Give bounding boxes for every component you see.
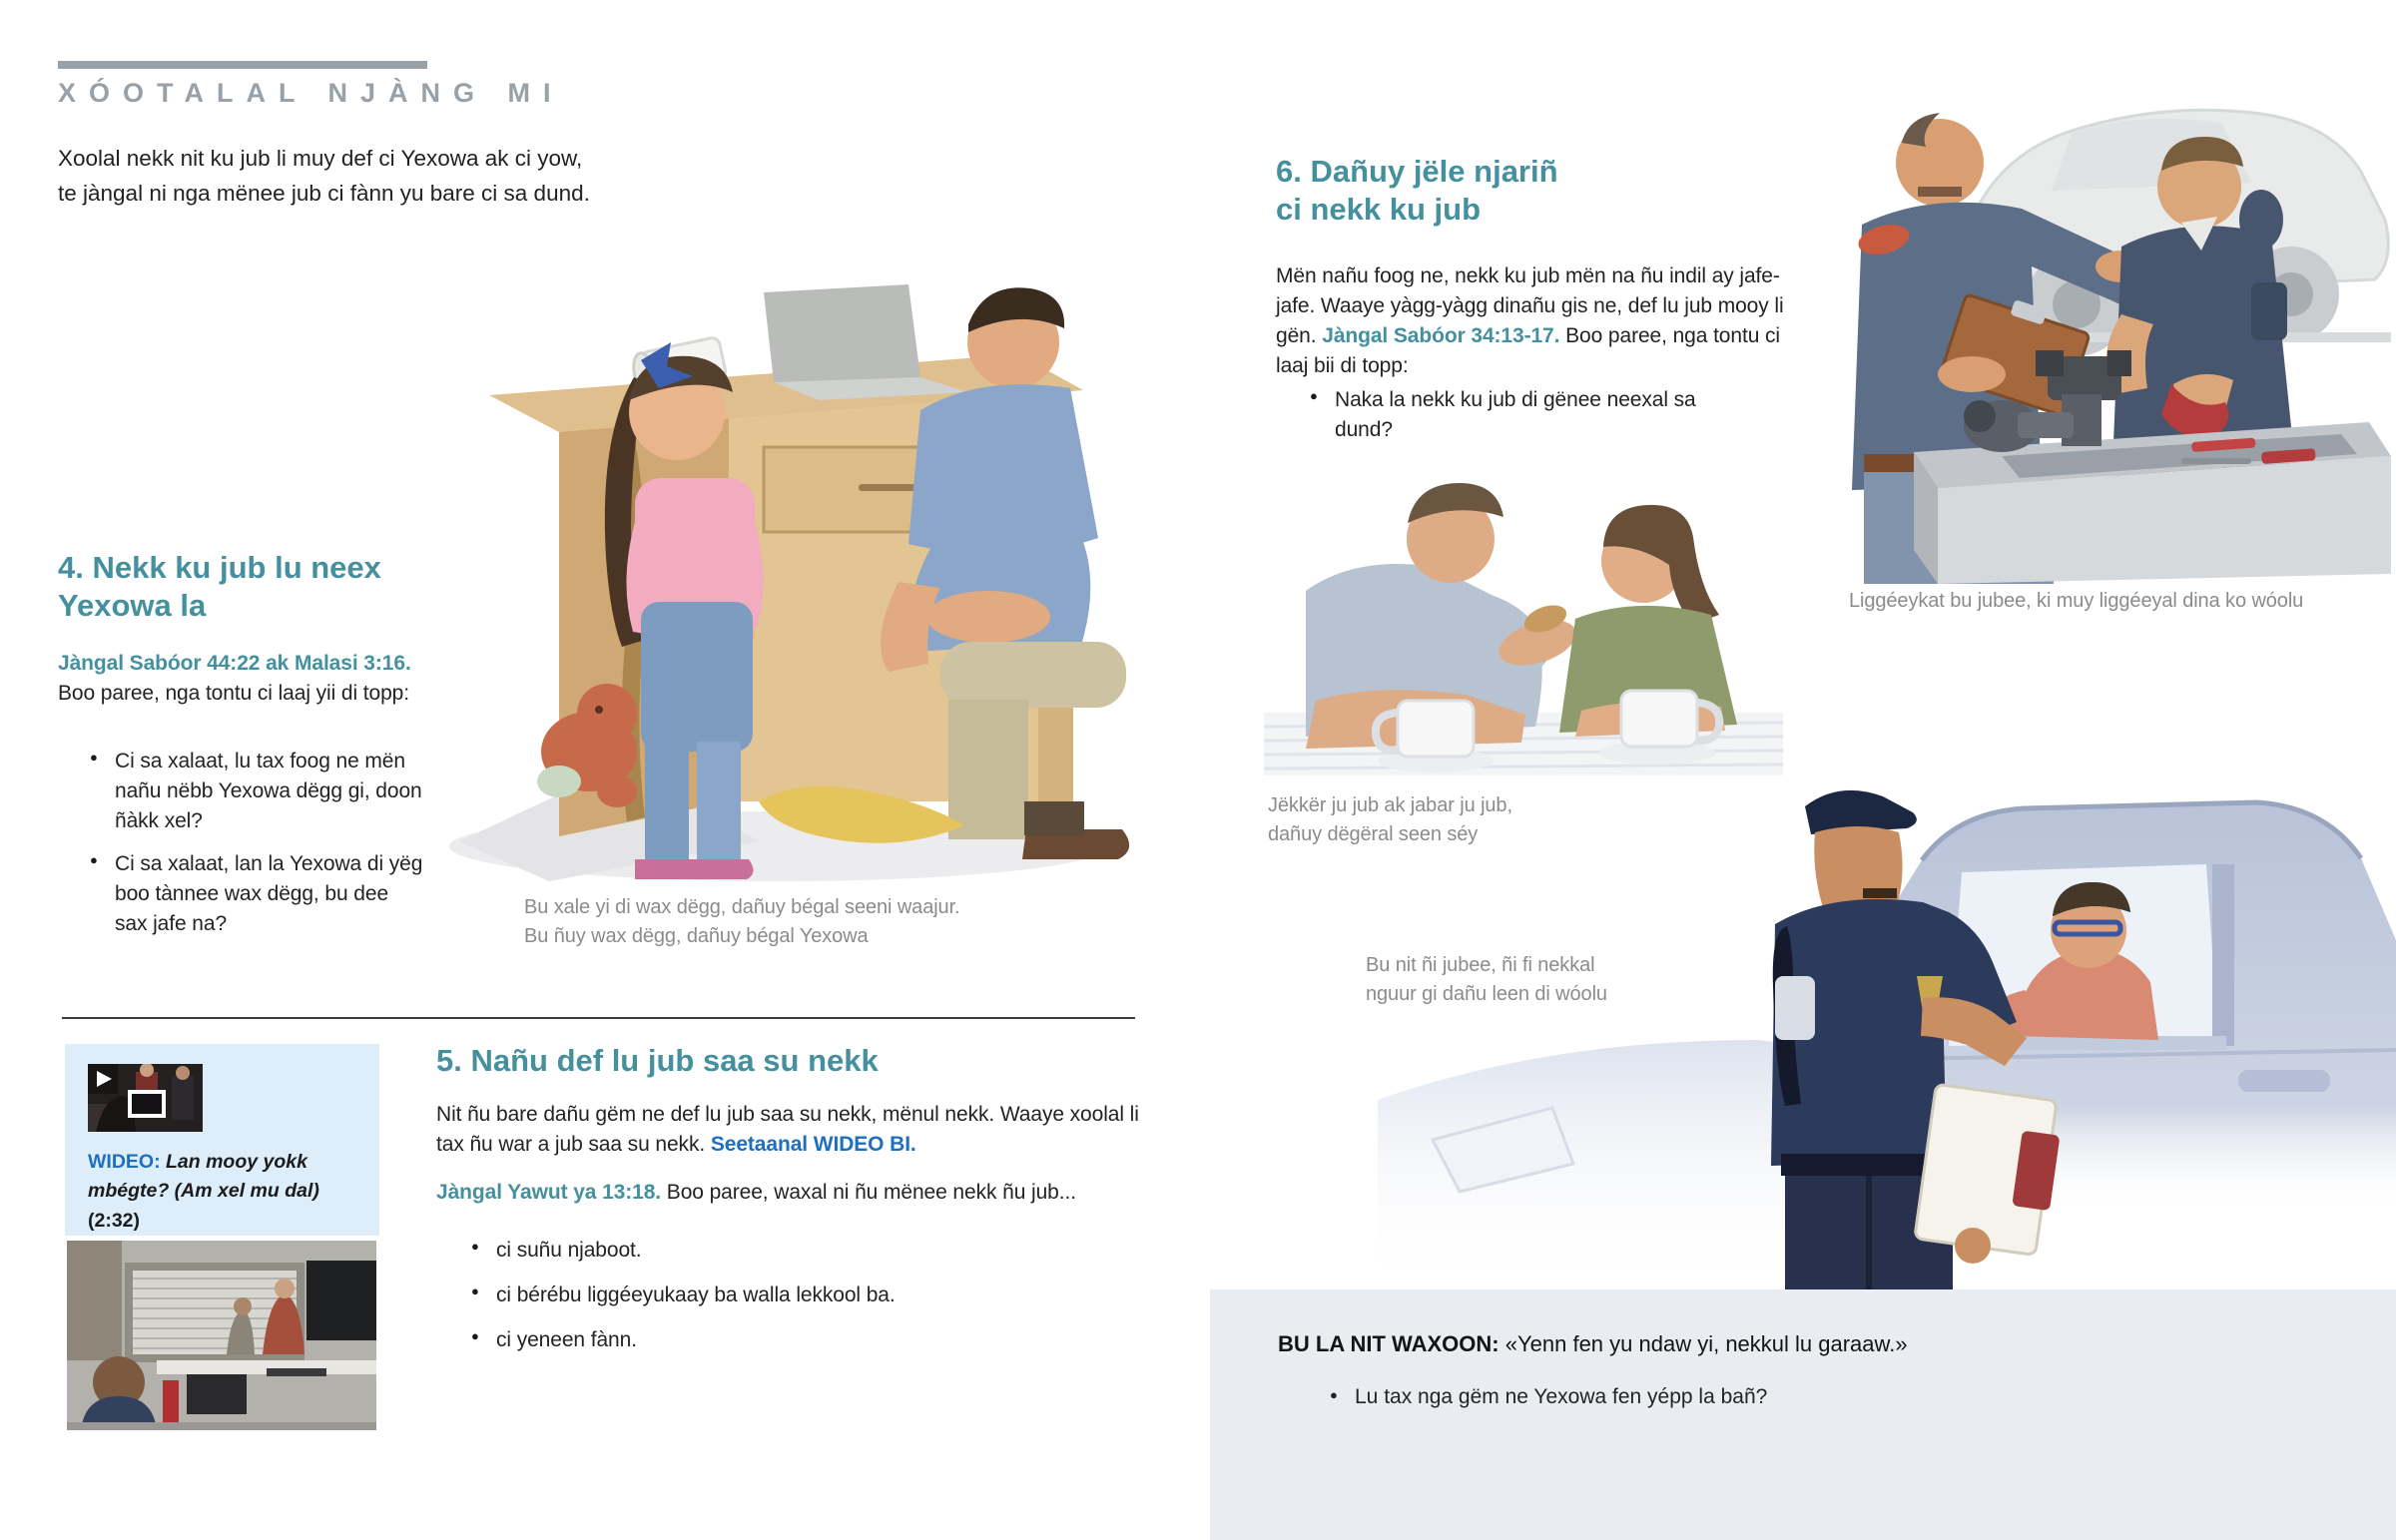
section4-bullets: [88, 747, 423, 952]
section5-bullets: [469, 1236, 1128, 1368]
video-thumbnail[interactable]: [88, 1064, 203, 1132]
video-link[interactable]: Seetaanal WIDEO BI.: [710, 1133, 916, 1157]
couple-illustration: [1246, 461, 1797, 775]
bullet-item: ● Ci sa xalaat, lu tax foog ne mën nañu nëbb Yexowa dëgg gi, doon ñàkk xel?: [88, 747, 423, 836]
mustache: [1918, 187, 1962, 197]
office-couch: [306, 1261, 376, 1340]
kicker-bar: [58, 61, 427, 69]
desk-monitor: [187, 1374, 247, 1414]
intro-line: te jàngal ni nga mënee jub ci fànn yu bare ci sa dund.: [58, 180, 590, 206]
section6-para: Mën nañu foog ne, nekk ku jub mën na ñu indil ay jafe-jafe. Waaye yàgg-yàgg dinañu gis ne, def lu jub mooy li gën. Jàngal Sabóor 34:13-17. Boo paree, nga tontu ci laaj bii di topp:: [1276, 264, 1784, 378]
b-pillar: [2212, 864, 2234, 1046]
quote-heading: [1278, 1331, 1908, 1357]
police-stop-illustration: [1378, 741, 2396, 1291]
section4-lead-text: Boo paree, nga tontu ci laaj yii di topp:: [58, 682, 409, 706]
office-photo: [67, 1241, 376, 1430]
quote-label: BU LA NIT WAXOON:: [1278, 1331, 1499, 1356]
officer-mustache: [1863, 888, 1897, 898]
bullet-item: ● Naka la nekk ku jub di gënee neexal sa dund?: [1308, 385, 1727, 445]
intro-line: Xoolal nekk nit ku jub li muy def ci Yexowa ak ci yow,: [58, 146, 583, 171]
section6-bullets: [1308, 385, 1727, 458]
what-someone-said-box: [1210, 1289, 2396, 1540]
laptop: [764, 284, 968, 400]
quote-text: «Yenn fen yu ndaw yi, nekkul lu garaaw.»: [1504, 1331, 1908, 1356]
desk-caption: Bu xale yi di wax dëgg, dañuy bégal seeni waajur. Bu ñuy wax dëgg, dañuy bégal Yexowa: [524, 896, 960, 947]
scripture-link[interactable]: Jàngal Yawut ya 13:18.: [436, 1181, 662, 1204]
father-daughter-spill-illustration: [429, 282, 1138, 891]
wrench: [2181, 458, 2251, 464]
couple-caption: Jëkkër ju jub ak jabar ju jub, dañuy dëgëral seen séy: [1268, 794, 1512, 845]
person-dark-jacket: [172, 1076, 194, 1120]
plush-toy: [537, 684, 637, 807]
sleeve-patch: [1775, 976, 1815, 1040]
video-box: [65, 1044, 379, 1236]
officer-hand: [1955, 1228, 1991, 1264]
section5-para1: Nit ñu bare dañu gëm ne def lu jub saa su nekk, mënul nekk. Waaye xoolal li tax ñu war a jub saa su nekk. Seetaanal WIDEO BI.: [436, 1103, 1139, 1157]
bullet-item: ● ci suñu njaboot.: [469, 1236, 1128, 1266]
citation-book: [1915, 1084, 2065, 1257]
police-caption: Bu nit ñi jubee, ñi fi nekkal nguur gi dañu leen di wóolu: [1366, 954, 1607, 1005]
chest-pocket: [2251, 282, 2287, 340]
video-duration: (2:32): [88, 1209, 141, 1232]
section4-lead: [58, 649, 425, 709]
section-divider: [62, 1017, 1135, 1019]
lesson-intro: [58, 142, 590, 212]
girl-shoe: [691, 859, 754, 879]
mechanic-caption: Liggéeykat bu jubee, ki muy liggéeyal dina ko wóolu: [1849, 590, 2304, 612]
lesson-kicker: XÓOTALAL NJÀNG MI: [58, 78, 564, 108]
section6-heading: 6. Dañuy jële njariñ ci nekk ku jub: [1276, 154, 1558, 227]
red-bottle: [163, 1380, 179, 1422]
scripture-link[interactable]: Jàngal Sabóor 44:22 ak Malasi 3:16.: [58, 652, 411, 675]
bullet-item: ● Ci sa xalaat, lan la Yexowa di yëg boo tànnee wax dëgg, bu dee sax jafe na?: [88, 849, 423, 939]
section4-heading: 4. Nekk ku jub lu neex Yexowa la: [58, 550, 381, 623]
section5-heading: 5. Nañu def lu jub saa su nekk: [436, 1043, 879, 1078]
video-label: WIDEO:: [88, 1151, 161, 1173]
girl-shoe: [635, 859, 698, 879]
scripture-link[interactable]: Jàngal Sabóor 34:13-17.: [1322, 324, 1560, 348]
video-title[interactable]: Lan mooy yokk mbégte? (Am xel mu dal): [88, 1151, 319, 1203]
bullet-item: ● ci bérébu liggéeyukaay ba walla lekkool ba.: [469, 1281, 1128, 1310]
door-handle: [2238, 1070, 2330, 1092]
quote-bullet: ● Lu tax nga gëm ne Yexowa fen yépp la bañ?: [1328, 1385, 2396, 1409]
mechanics-illustration: [1822, 55, 2391, 584]
section5-lead: Jàngal Yawut ya 13:18. Boo paree, waxal ni ñu mënee nekk ñu jub...: [436, 1181, 1076, 1204]
video-caption: [88, 1148, 359, 1236]
bullet-item: ● ci yeneen fànn.: [469, 1325, 1128, 1355]
